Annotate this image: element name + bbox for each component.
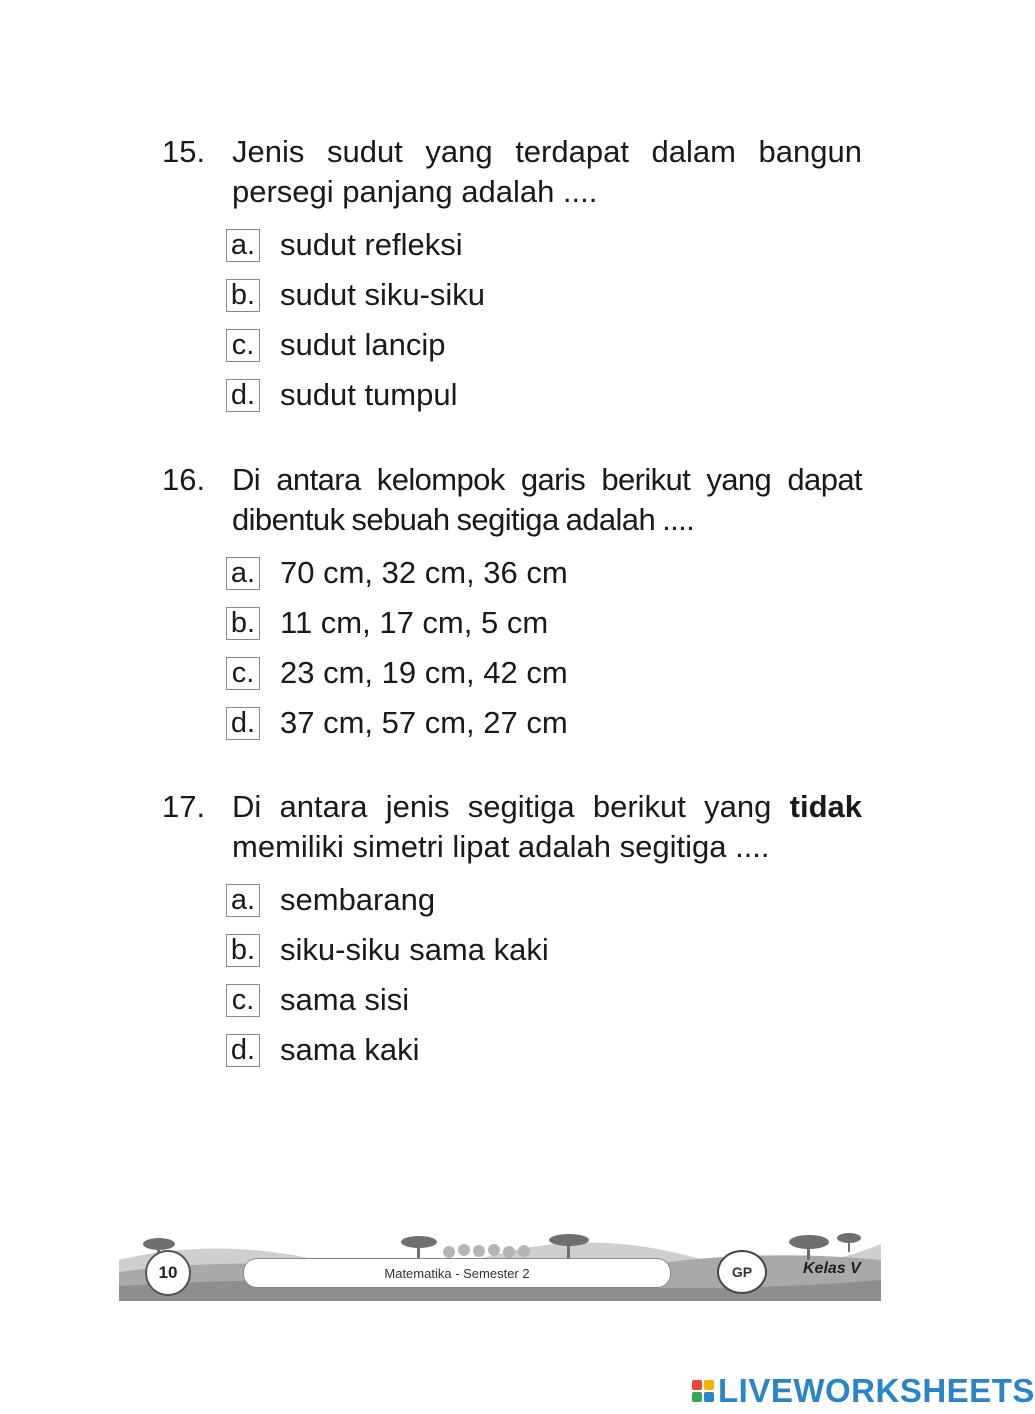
option-a[interactable] (226, 548, 862, 598)
question-text: Di antara kelompok garis berikut yang dapat dibentuk sebuah segitiga adalah .... (232, 462, 862, 537)
option-b[interactable] (226, 270, 862, 320)
question-text: Jenis sudut yang terdapat dalam bangun persegi panjang adalah .... (232, 134, 862, 209)
liveworksheets-brand: LIVEWORKSHEETS (718, 1372, 1035, 1409)
question-17 (162, 787, 862, 1075)
answer-options (226, 220, 862, 420)
option-text: sudut refleksi (280, 227, 463, 262)
option-text: sudut siku-siku (280, 277, 486, 312)
option-a[interactable] (226, 875, 862, 925)
question-number: 15. (162, 134, 206, 169)
option-letter-box[interactable]: a. (226, 884, 260, 917)
option-c[interactable] (226, 975, 862, 1025)
option-letter-box[interactable]: c. (226, 984, 260, 1017)
liveworksheets-watermark (692, 1372, 1035, 1410)
option-text: 37 cm, 57 cm, 27 cm (280, 705, 568, 740)
answer-options (226, 875, 862, 1075)
page-footer (119, 1230, 881, 1301)
option-text: siku-siku sama kaki (280, 932, 549, 967)
question-text-end: memiliki simetri lipat adalah segitiga .... (232, 829, 770, 864)
option-text: sama sisi (280, 982, 410, 1017)
option-c[interactable] (226, 320, 862, 370)
question-15 (162, 132, 862, 420)
publisher-logo: GP (717, 1250, 767, 1294)
option-letter-box[interactable]: b. (226, 934, 260, 967)
option-text: sudut lancip (280, 327, 446, 362)
option-text: sudut tumpul (280, 377, 458, 412)
option-d[interactable] (226, 1025, 862, 1075)
page-number: 10 (145, 1250, 191, 1296)
liveworksheets-logo-icon (692, 1380, 714, 1402)
option-d[interactable] (226, 370, 862, 420)
logo-square (692, 1392, 702, 1402)
option-c[interactable] (226, 648, 862, 698)
option-letter-box[interactable]: d. (226, 1034, 260, 1067)
question-16 (162, 460, 862, 748)
logo-square (704, 1380, 714, 1390)
logo-square (704, 1392, 714, 1402)
option-letter-box[interactable]: b. (226, 279, 260, 312)
option-text: sama kaki (280, 1032, 420, 1067)
question-text-start: Di antara jenis segitiga berikut yang (232, 789, 790, 824)
option-b[interactable] (226, 925, 862, 975)
option-letter-box[interactable]: b. (226, 607, 260, 640)
question-number: 17. (162, 789, 206, 824)
question-emphasis: tidak (789, 789, 862, 824)
question-number: 16. (162, 462, 206, 497)
option-a[interactable] (226, 220, 862, 270)
answer-options (226, 548, 862, 748)
option-letter-box[interactable]: d. (226, 707, 260, 740)
subject-label: Matematika - Semester 2 (243, 1258, 671, 1288)
option-letter-box[interactable]: a. (226, 557, 260, 590)
option-text: 23 cm, 19 cm, 42 cm (280, 655, 568, 690)
option-letter-box[interactable]: c. (226, 657, 260, 690)
option-letter-box[interactable]: d. (226, 379, 260, 412)
option-letter-box[interactable]: a. (226, 229, 260, 262)
option-text: 11 cm, 17 cm, 5 cm (280, 605, 549, 640)
question-text (232, 787, 862, 867)
logo-square (692, 1380, 702, 1390)
option-text: sembarang (280, 882, 436, 917)
option-b[interactable] (226, 598, 862, 648)
option-d[interactable] (226, 698, 862, 748)
class-label: Kelas V (803, 1260, 861, 1277)
option-text: 70 cm, 32 cm, 36 cm (280, 555, 568, 590)
option-letter-box[interactable]: c. (226, 329, 260, 362)
